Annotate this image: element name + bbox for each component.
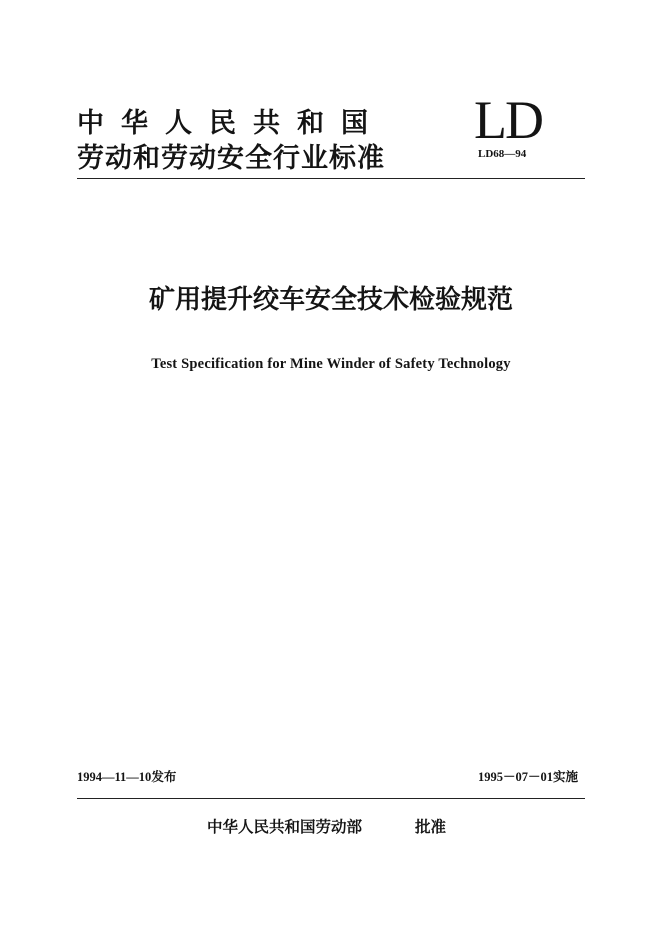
issue-date-line bbox=[77, 767, 176, 785]
footer-divider bbox=[77, 798, 585, 799]
effective-label: 实施 bbox=[553, 769, 579, 784]
issue-label: 发布 bbox=[151, 769, 177, 784]
header-divider bbox=[77, 178, 585, 179]
approving-authority: 中华人民共和国劳动部 bbox=[207, 818, 363, 836]
standard-number: LD68—94 bbox=[478, 148, 527, 160]
effective-date-line bbox=[478, 767, 578, 785]
document-title-chinese: 矿用提升绞车安全技术检验规范 bbox=[148, 285, 513, 315]
document-title-english: Test Specification for Mine Winder of Safety Technology bbox=[151, 356, 511, 372]
header-standard-type: 劳动和劳动安全行业标准 bbox=[77, 143, 385, 174]
effective-date: 1995－07－01 bbox=[478, 770, 554, 784]
header-country-line: 中华人民共和国 bbox=[77, 108, 385, 139]
standard-logo: LD bbox=[474, 90, 542, 150]
issue-date: 1994—11—10 bbox=[77, 770, 152, 784]
approval-label: 批准 bbox=[415, 818, 447, 836]
